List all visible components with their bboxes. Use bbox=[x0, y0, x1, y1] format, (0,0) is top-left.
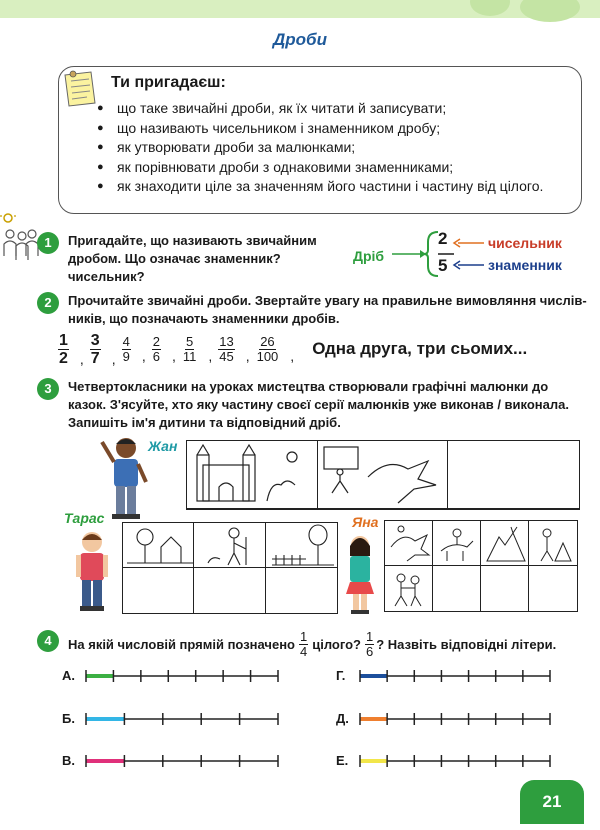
denominator: 5 bbox=[438, 256, 448, 275]
denominator-label: знаменник bbox=[488, 257, 562, 273]
drawing-house bbox=[123, 523, 194, 568]
drawing-rider bbox=[433, 521, 481, 566]
remember-list bbox=[97, 99, 577, 197]
drawing-old-man bbox=[194, 523, 265, 568]
number-line-d bbox=[360, 713, 550, 725]
reading-example: Одна друга, три сьомих... bbox=[312, 339, 528, 358]
top-band bbox=[0, 0, 600, 18]
fraction-word: Дріб bbox=[353, 248, 385, 264]
thinking-people-icon bbox=[0, 212, 40, 264]
task2-text: Прочитайте звичайні дроби. Звертайте увагу на правильне вимовляння числів- ників, що позначають знаменники дробів. bbox=[68, 293, 587, 326]
page-number: 21 bbox=[520, 780, 584, 824]
list-item: ● як порівнювати дроби з однаковими знаменниками; bbox=[97, 158, 577, 178]
empty-cell bbox=[529, 566, 577, 611]
decor-circle bbox=[470, 0, 510, 16]
rider-drawing bbox=[433, 521, 481, 565]
fraction-one-quarter: $\frac{1}{4}$ bbox=[300, 629, 308, 659]
empty-cell bbox=[266, 568, 337, 613]
number-line-b bbox=[86, 713, 278, 725]
empty-cell bbox=[194, 568, 265, 613]
old-man-drawing bbox=[194, 523, 265, 567]
decor-circle bbox=[520, 0, 580, 22]
dragon-small-drawing bbox=[385, 521, 433, 565]
fraction-row bbox=[58, 329, 527, 369]
name-yana: Яна bbox=[352, 514, 379, 530]
list-item: ● як утворювати дроби за малюнками; bbox=[97, 138, 577, 158]
list-item: ● що називають чисельником і знаменником дробу; bbox=[97, 119, 577, 139]
drawing-castle bbox=[187, 441, 318, 509]
number-lines bbox=[0, 660, 600, 780]
drawing-figures bbox=[529, 521, 577, 566]
number-line-v bbox=[86, 755, 278, 767]
remember-title: Ти пригадаєш: bbox=[111, 74, 226, 91]
girl-yana-illustration bbox=[340, 532, 380, 616]
castle-drawing bbox=[187, 441, 317, 509]
task-number: 1 bbox=[37, 232, 59, 254]
fraction: $\frac{26}{100}$ , bbox=[256, 333, 295, 364]
task-number: 4 bbox=[37, 630, 59, 652]
fraction: $\frac{13}{45}$ , bbox=[219, 333, 250, 364]
task-number: 3 bbox=[37, 378, 59, 400]
tree-drawing bbox=[266, 523, 337, 567]
drawing-dragon-scene bbox=[318, 441, 449, 509]
fraction: $\frac{1}{2}$ , bbox=[59, 331, 84, 367]
couple-drawing bbox=[385, 566, 433, 610]
line-label-b: Б. bbox=[62, 711, 75, 726]
boy-taras-illustration bbox=[68, 528, 116, 612]
fraction: $\frac{3}{7}$ , bbox=[90, 331, 116, 367]
yana-drawings-grid bbox=[384, 520, 578, 612]
task-number: 2 bbox=[37, 292, 59, 314]
numerator-label: чисельник bbox=[488, 235, 562, 251]
volcano-drawing bbox=[481, 521, 529, 565]
drawing-tree-fence bbox=[266, 523, 337, 568]
name-taras: Тарас bbox=[64, 510, 105, 526]
task1-text: Пригадайте, що називають звичайним дробом. Що означає знаменник? чисельник? bbox=[68, 233, 317, 284]
line-label-e: Е. bbox=[336, 753, 349, 768]
fraction: $\frac{5}{11}$ , bbox=[182, 333, 213, 364]
zhan-drawings-grid bbox=[186, 440, 580, 510]
fraction: $\frac{4}{9}$ , bbox=[122, 333, 146, 364]
taras-drawings-grid bbox=[122, 522, 338, 614]
dragon-drawing bbox=[318, 441, 448, 509]
fraction: $\frac{2}{6}$ , bbox=[152, 333, 176, 364]
empty-cell bbox=[433, 566, 481, 611]
page-title: Дроби bbox=[273, 30, 327, 49]
list-item: ● що таке звичайні дроби, як їх читати й записувати; bbox=[97, 99, 577, 119]
empty-cell bbox=[123, 568, 194, 613]
drawing-dragon-small bbox=[385, 521, 433, 566]
line-label-v: В. bbox=[62, 753, 75, 768]
remember-box bbox=[58, 66, 582, 214]
line-label-g: Г. bbox=[336, 668, 346, 683]
drawing-couple bbox=[385, 566, 433, 611]
line-label-a: А. bbox=[62, 668, 75, 683]
fraction-one-sixth: $\frac{1}{6}$ bbox=[366, 629, 374, 659]
empty-cell bbox=[448, 441, 579, 509]
note-icon bbox=[61, 69, 99, 109]
number-line-g bbox=[360, 670, 550, 682]
figures-drawing bbox=[529, 521, 577, 565]
list-item: ● як знаходити ціле за значенням його частини і частину від цілого. bbox=[97, 177, 577, 197]
name-zhan: Жан bbox=[148, 438, 178, 454]
numerator: 2 bbox=[438, 229, 448, 248]
task4-text: На якій числовій прямій позначено $\frac{1}{4}$ цілого? $\frac{1}{6}$ ? Назвіть відповідні літери. bbox=[68, 629, 557, 659]
line-label-d: Д. bbox=[336, 711, 349, 726]
number-line-e bbox=[360, 755, 550, 767]
empty-cell bbox=[481, 566, 529, 611]
drawing-volcano bbox=[481, 521, 529, 566]
number-line-a bbox=[86, 670, 278, 682]
house-drawing bbox=[123, 523, 194, 567]
task3-text: Четвертокласники на уроках мистецтва створювали графічні малюнки до казок. З'ясуйте, хто яку частину своєї серії малюнків уже виконав / виконала. Запишіть ім'я дитини та відповідний дріб. bbox=[68, 379, 569, 430]
